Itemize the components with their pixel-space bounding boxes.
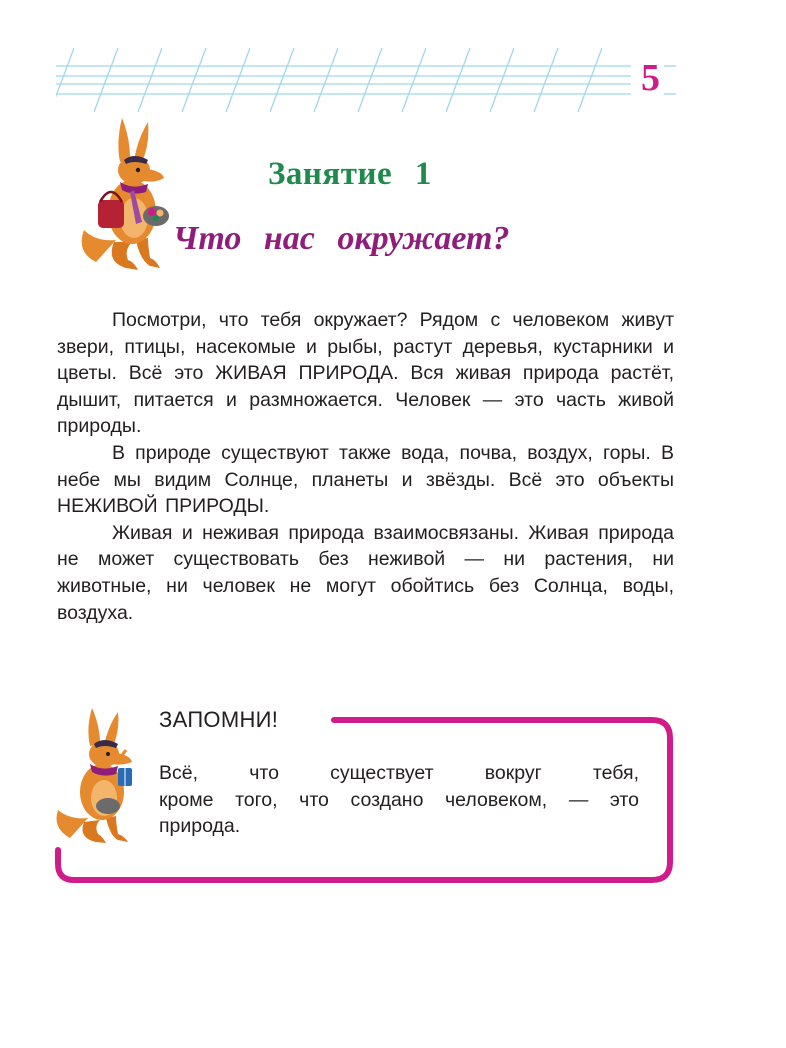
paragraph: Посмотри, что тебя окружает? Рядом с человеком живут звери, птицы, насекомые и рыбы, растут деревья, кустарники и цветы. Всё это ЖИВАЯ ПРИРОДА. Вся живая природа растёт, дышит, питается и размножается. Человек — это часть живой природы. (57, 309, 674, 438)
kangaroo-with-bag-icon (76, 112, 180, 272)
remember-line: Всё, что существует вокруг тебя, (159, 762, 639, 784)
remember-text (159, 760, 639, 840)
paragraph: Живая и неживая природа взаимосвязаны. Живая природа не может существовать без неживой — ни растения, ни животные, ни человек не могут обойтись без Солнца, воды, воздуха. (57, 521, 674, 624)
lesson-body (57, 307, 674, 626)
remember-line: природа. (159, 815, 241, 838)
lesson-subtitle: Что нас окружает? (173, 220, 510, 257)
kangaroo-reading-icon (52, 706, 148, 844)
header-ruling (56, 40, 676, 120)
remember-heading: ЗАПОМНИ! (159, 707, 279, 732)
remember-line: кроме того, что создано человеком, — это (159, 788, 639, 811)
lesson-title: Занятие 1 (268, 156, 432, 192)
paragraph: В природе существуют также вода, почва, воздух, горы. В небе мы видим Солнце, планеты и звёзды. Всё это объекты НЕЖИВОЙ ПРИРОДЫ. (57, 441, 674, 518)
page-number: 5 (641, 57, 660, 99)
